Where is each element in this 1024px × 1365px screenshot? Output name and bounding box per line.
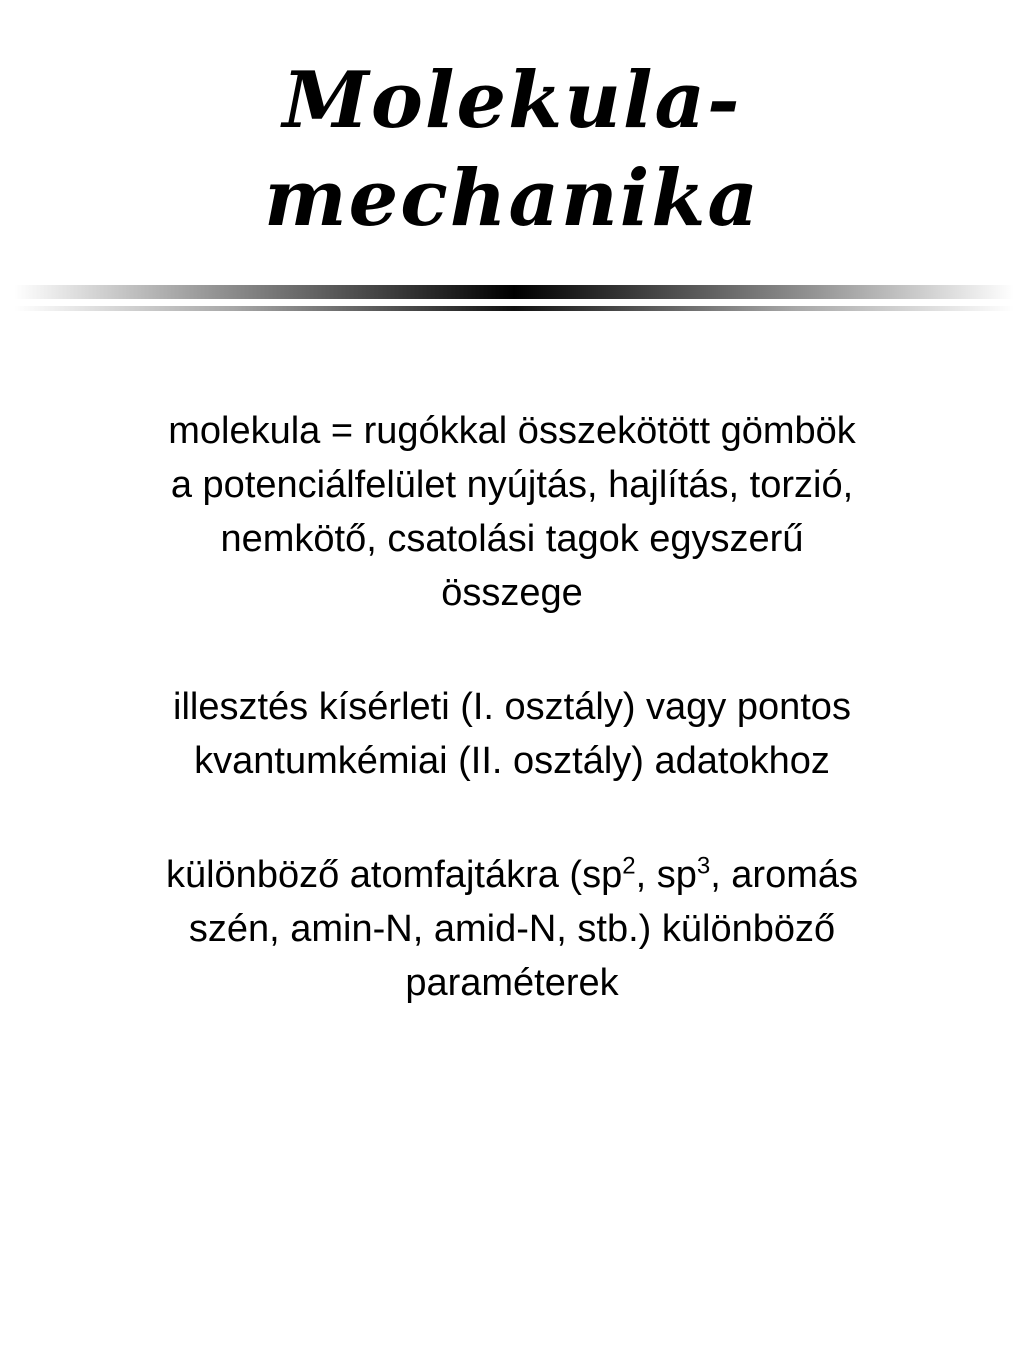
title-divider-thick	[14, 285, 1014, 299]
paragraph-fitting	[90, 680, 934, 788]
p2-line-1: a potenciálfelület nyújtás, hajlítás, torzió,	[170, 464, 854, 506]
title-line-2: mechanika	[264, 153, 760, 244]
p3-line-2: kvantumkémiai (II. osztály) adatokhoz	[194, 740, 830, 782]
p4-text-b: , sp	[635, 854, 697, 896]
p4-superscript-1: 2	[622, 852, 636, 880]
p1-text: molekula = rugókkal összekötött gömbök	[168, 410, 856, 452]
slide-title	[0, 52, 1024, 248]
spacer	[90, 620, 934, 680]
p2-line-3: összege	[441, 572, 583, 614]
spacer	[90, 788, 934, 848]
p4-superscript-2: 3	[696, 852, 711, 880]
p4-line-3: paraméterek	[405, 962, 619, 1004]
p2-line-2: nemkötő, csatolási tagok egyszerű	[220, 518, 804, 560]
paragraph-atom-types	[90, 848, 934, 1010]
p3-line-1: illesztés kísérleti (I. osztály) vagy pontos	[173, 686, 851, 728]
title-line-1: Molekula-	[282, 55, 742, 146]
p4-line-1	[90, 848, 934, 902]
paragraph-molecule-definition	[90, 404, 934, 458]
paragraph-potential-surface	[90, 458, 934, 620]
p4-line-2: szén, amin-N, amid-N, stb.) különböző	[188, 908, 836, 950]
slide-body	[90, 404, 934, 1010]
title-divider-thin	[14, 306, 1014, 311]
p4-text-a: különböző atomfajtákra (sp	[165, 854, 623, 896]
p4-text-c: , aromás	[710, 854, 859, 896]
